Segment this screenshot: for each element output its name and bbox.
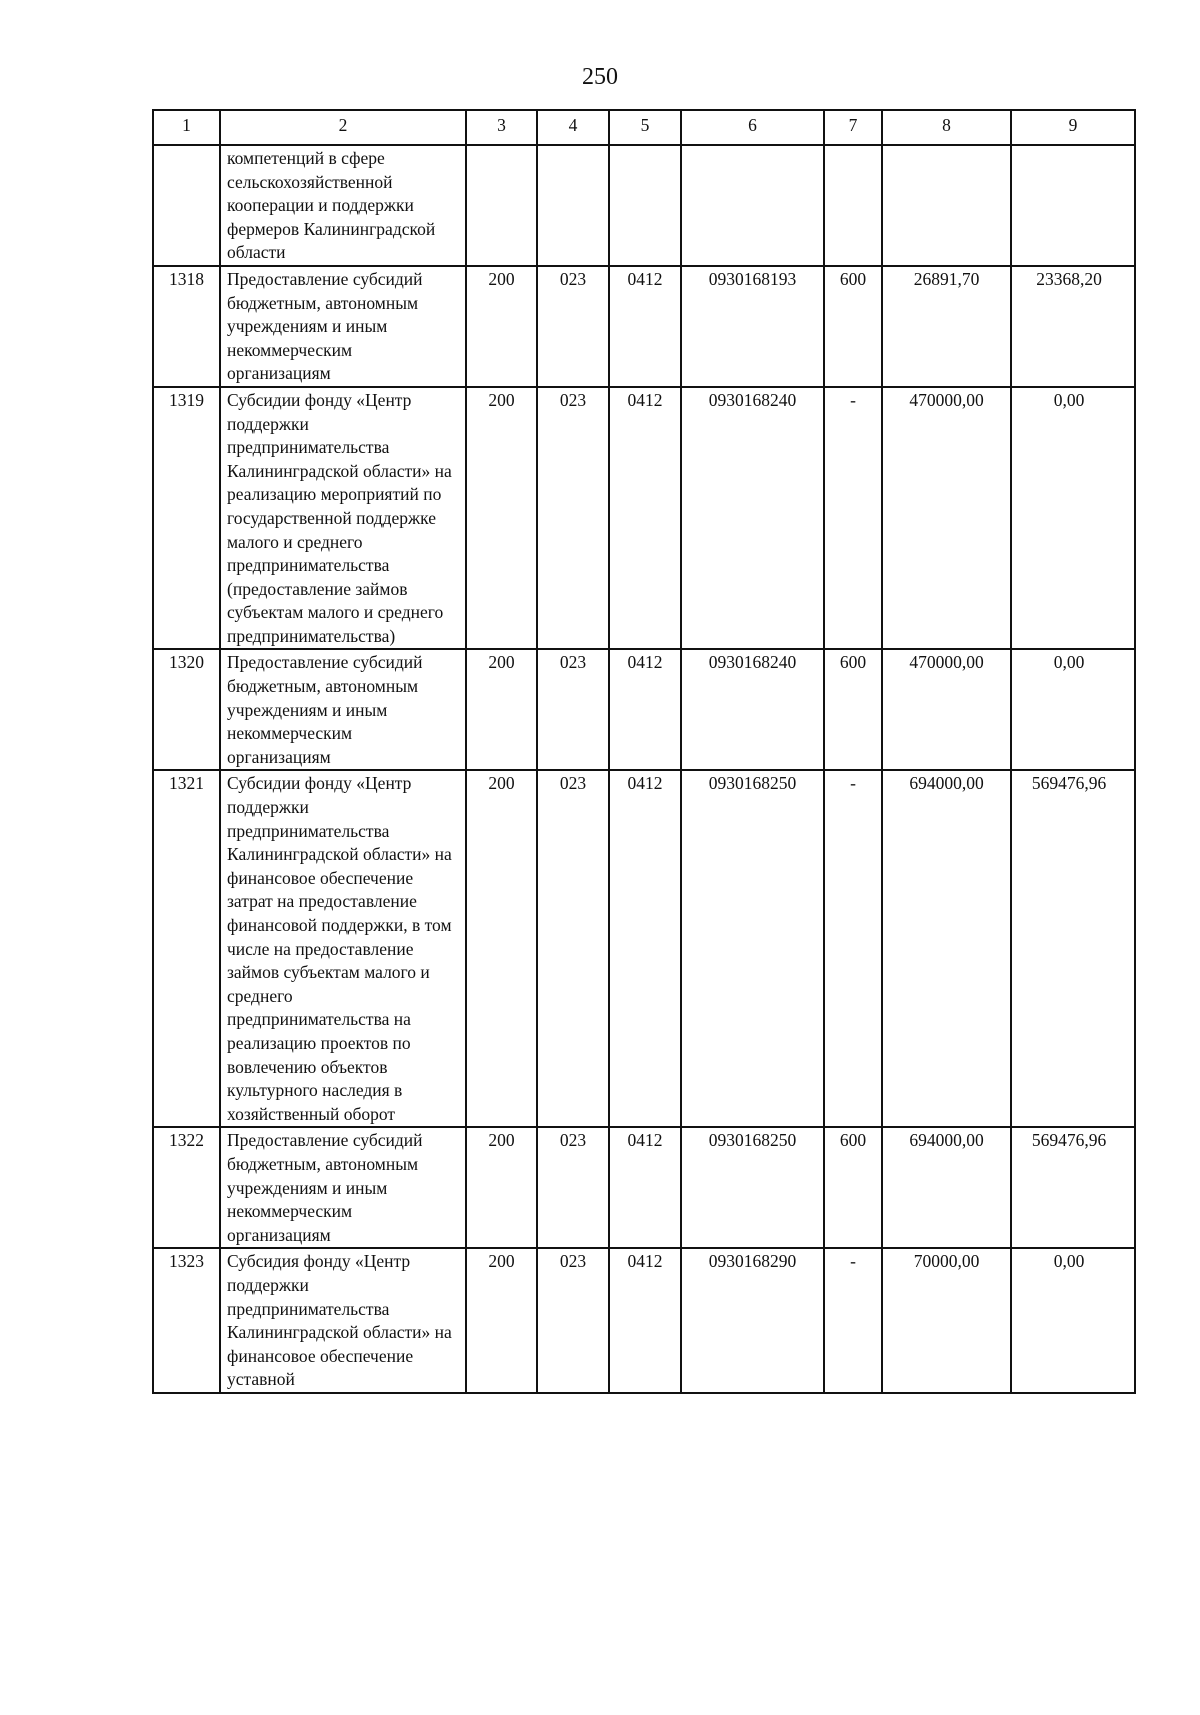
column-header: 8 bbox=[882, 110, 1011, 145]
planned-amount-cell: 26891,70 bbox=[882, 266, 1011, 387]
executed-amount-cell: 569476,96 bbox=[1011, 770, 1135, 1127]
budget-table bbox=[152, 109, 1136, 1394]
section-code-cell bbox=[609, 145, 681, 266]
executed-amount-cell: 569476,96 bbox=[1011, 1127, 1135, 1248]
row-name-cell: Предоставление субсидий бюджетным, автономным учреждениям и иным некоммерческим организациям bbox=[220, 1127, 466, 1248]
column-header: 9 bbox=[1011, 110, 1135, 145]
planned-amount-cell: 470000,00 bbox=[882, 387, 1011, 650]
planned-amount-cell: 70000,00 bbox=[882, 1248, 1011, 1393]
section-code-cell: 0412 bbox=[609, 1127, 681, 1248]
code-cell: 200 bbox=[466, 1127, 537, 1248]
row-name-cell: Субсидия фонду «Центр поддержки предпринимательства Калининградской области» на финансовое обеспечение уставной bbox=[220, 1248, 466, 1393]
code-cell: 200 bbox=[466, 770, 537, 1127]
section-code-cell: 0412 bbox=[609, 266, 681, 387]
department-code-cell: 023 bbox=[537, 266, 609, 387]
table-row bbox=[153, 770, 1135, 1127]
planned-amount-cell: 694000,00 bbox=[882, 770, 1011, 1127]
code-cell: 200 bbox=[466, 266, 537, 387]
column-header: 2 bbox=[220, 110, 466, 145]
column-header: 4 bbox=[537, 110, 609, 145]
table-row bbox=[153, 387, 1135, 650]
executed-amount-cell bbox=[1011, 145, 1135, 266]
section-code-cell: 0412 bbox=[609, 1248, 681, 1393]
expense-type-cell: 600 bbox=[824, 649, 882, 770]
department-code-cell: 023 bbox=[537, 1248, 609, 1393]
column-header: 5 bbox=[609, 110, 681, 145]
target-article-cell: 0930168290 bbox=[681, 1248, 824, 1393]
page-number: 250 bbox=[582, 64, 618, 90]
department-code-cell bbox=[537, 145, 609, 266]
column-header: 1 bbox=[153, 110, 220, 145]
row-number-cell: 1322 bbox=[153, 1127, 220, 1248]
department-code-cell: 023 bbox=[537, 770, 609, 1127]
target-article-cell: 0930168193 bbox=[681, 266, 824, 387]
table-row bbox=[153, 1127, 1135, 1248]
row-number-cell: 1318 bbox=[153, 266, 220, 387]
row-number-cell: 1321 bbox=[153, 770, 220, 1127]
target-article-cell: 0930168250 bbox=[681, 770, 824, 1127]
row-name-cell: компетенций в сфере сельскохозяйственной кооперации и поддержки фермеров Калининградской области bbox=[220, 145, 466, 266]
executed-amount-cell: 0,00 bbox=[1011, 649, 1135, 770]
target-article-cell: 0930168250 bbox=[681, 1127, 824, 1248]
department-code-cell: 023 bbox=[537, 1127, 609, 1248]
row-number-cell: 1320 bbox=[153, 649, 220, 770]
code-cell: 200 bbox=[466, 387, 537, 650]
target-article-cell: 0930168240 bbox=[681, 387, 824, 650]
section-code-cell: 0412 bbox=[609, 649, 681, 770]
table-row bbox=[153, 1248, 1135, 1393]
expense-type-cell: 600 bbox=[824, 1127, 882, 1248]
department-code-cell: 023 bbox=[537, 387, 609, 650]
section-code-cell: 0412 bbox=[609, 387, 681, 650]
row-name-cell: Предоставление субсидий бюджетным, автономным учреждениям и иным некоммерческим организациям bbox=[220, 649, 466, 770]
planned-amount-cell: 694000,00 bbox=[882, 1127, 1011, 1248]
row-name-cell: Предоставление субсидий бюджетным, автономным учреждениям и иным некоммерческим организациям bbox=[220, 266, 466, 387]
department-code-cell: 023 bbox=[537, 649, 609, 770]
expense-type-cell: 600 bbox=[824, 266, 882, 387]
row-name-cell: Субсидии фонду «Центр поддержки предпринимательства Калининградской области» на финансовое обеспечение затрат на предоставление финансовой поддержки, в том числе на предоставление займов субъектам малого и среднего предпринимательства на реализацию проектов по вовлечению объектов культурного наследия в хозяйственный оборот bbox=[220, 770, 466, 1127]
row-number-cell: 1319 bbox=[153, 387, 220, 650]
section-code-cell: 0412 bbox=[609, 770, 681, 1127]
code-cell: 200 bbox=[466, 1248, 537, 1393]
target-article-cell bbox=[681, 145, 824, 266]
expense-type-cell bbox=[824, 145, 882, 266]
executed-amount-cell: 23368,20 bbox=[1011, 266, 1135, 387]
column-header: 6 bbox=[681, 110, 824, 145]
row-number-cell bbox=[153, 145, 220, 266]
column-number-header bbox=[153, 110, 1135, 145]
row-name-cell: Субсидии фонду «Центр поддержки предпринимательства Калининградской области» на реализацию мероприятий по государственной поддержке малого и среднего предпринимательства (предоставление займов субъектам малого и среднего предпринимательства) bbox=[220, 387, 466, 650]
table-row bbox=[153, 145, 1135, 266]
code-cell: 200 bbox=[466, 649, 537, 770]
expense-type-cell: - bbox=[824, 770, 882, 1127]
planned-amount-cell: 470000,00 bbox=[882, 649, 1011, 770]
code-cell bbox=[466, 145, 537, 266]
planned-amount-cell bbox=[882, 145, 1011, 266]
executed-amount-cell: 0,00 bbox=[1011, 1248, 1135, 1393]
table-row bbox=[153, 266, 1135, 387]
executed-amount-cell: 0,00 bbox=[1011, 387, 1135, 650]
column-header: 3 bbox=[466, 110, 537, 145]
table-row bbox=[153, 649, 1135, 770]
expense-type-cell: - bbox=[824, 387, 882, 650]
row-number-cell: 1323 bbox=[153, 1248, 220, 1393]
column-header: 7 bbox=[824, 110, 882, 145]
target-article-cell: 0930168240 bbox=[681, 649, 824, 770]
expense-type-cell: - bbox=[824, 1248, 882, 1393]
